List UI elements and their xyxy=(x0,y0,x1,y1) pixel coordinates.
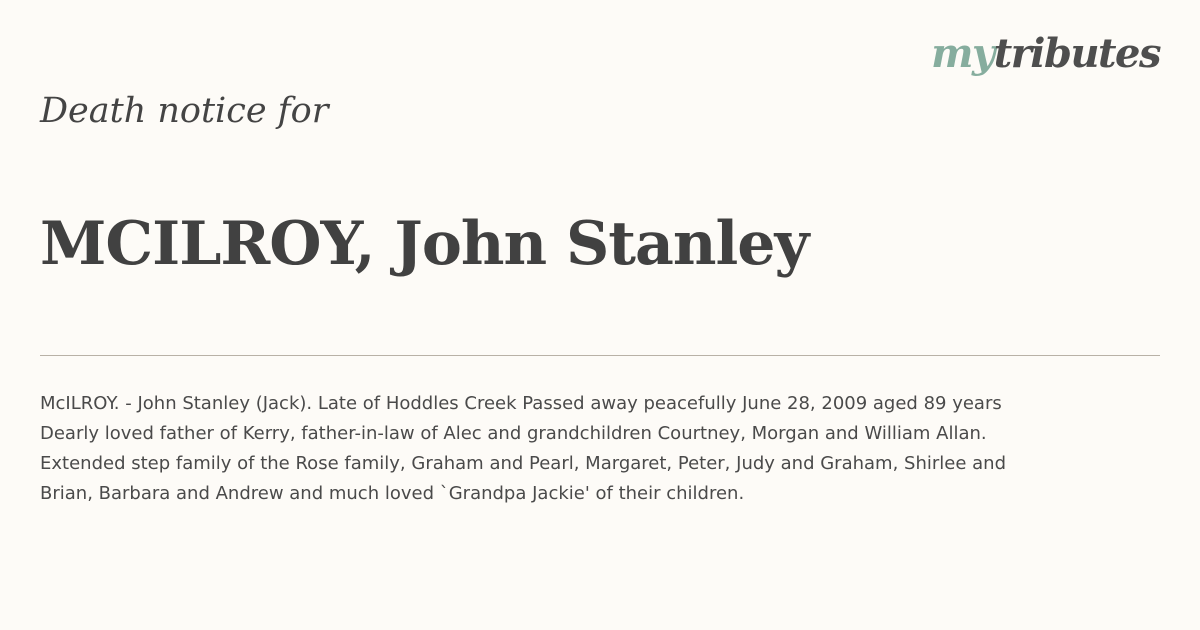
logo-my: my xyxy=(931,30,994,77)
divider xyxy=(40,355,1160,356)
notice-body xyxy=(40,389,1160,509)
notice-kicker: Death notice for xyxy=(40,91,329,131)
logo-tributes: tributes xyxy=(993,30,1160,77)
mytributes-logo[interactable] xyxy=(931,30,1160,77)
notice-line: McILROY. - John Stanley (Jack). Late of Hoddles Creek Passed away peacefully June 28, 2009 aged 89 years xyxy=(40,393,1002,414)
notice-line: Dearly loved father of Kerry, father-in-law of Alec and grandchildren Courtney, Morgan and William Allan. xyxy=(40,423,987,444)
notice-line: Extended step family of the Rose family, Graham and Pearl, Margaret, Peter, Judy and Graham, Shirlee and xyxy=(40,453,1006,474)
notice-line: Brian, Barbara and Andrew and much loved `Grandpa Jackie' of their children. xyxy=(40,483,745,504)
deceased-name: MCILROY, John Stanley xyxy=(40,209,809,279)
